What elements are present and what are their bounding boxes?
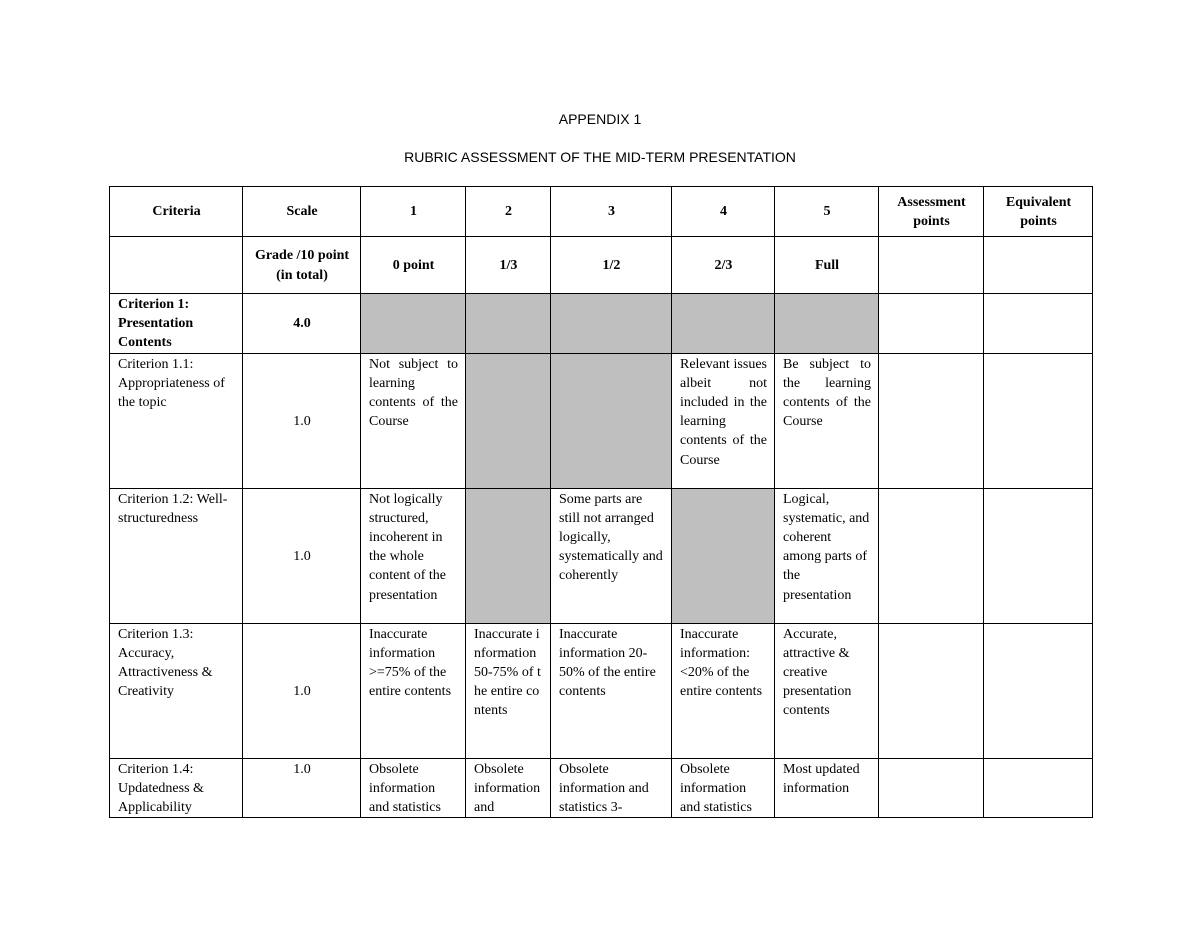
equivalent-points-cell[interactable] [984,488,1093,623]
level-3-cell: Obsolete information and statistics 3- [551,758,672,818]
level-4-cell: Relevant issues albeit not included in the learning contents of the Course [672,353,775,488]
scale-value-cell: 4.0 [243,294,361,354]
criterion-cell: Criterion 1.3: Accuracy, Attractiveness & Creativity [110,623,243,758]
shaded-cell [466,488,551,623]
scale-cell-grade: Grade /10 point (in total) [243,237,361,294]
scale-value-cell: 1.0 [243,623,361,758]
level-1-cell: Not subject to learning contents of the Course [361,353,466,488]
shaded-cell [672,488,775,623]
scale-cell-level-4: 2/3 [672,237,775,294]
table-row [110,294,1093,354]
table-row [110,353,1093,488]
shaded-cell [672,294,775,354]
table-row [110,488,1093,623]
level-2-cell: Inaccurate information 50-75% of the entire contents [466,623,551,758]
criterion-cell: Criterion 1.1: Appropriateness of the topic [110,353,243,488]
equivalent-points-cell[interactable] [984,353,1093,488]
assessment-points-cell[interactable] [879,353,984,488]
criterion-cell: Criterion 1.2: Well-structuredness [110,488,243,623]
assessment-points-cell[interactable] [879,623,984,758]
assessment-points-cell[interactable] [879,488,984,623]
header-cell-level-3: 3 [551,187,672,237]
equivalent-points-cell[interactable] [984,623,1093,758]
shaded-cell [466,353,551,488]
assessment-points-cell[interactable] [879,758,984,818]
level-5-cell: Most updated information [775,758,879,818]
level-4-cell: Inaccurate information: <20% of the entire contents [672,623,775,758]
level-1-cell: Obsolete information and statistics [361,758,466,818]
assessment-points-cell[interactable] [879,294,984,354]
header-cell-level-1: 1 [361,187,466,237]
scale-value-cell: 1.0 [243,353,361,488]
level-2-cell: Obsolete information and [466,758,551,818]
document-title: RUBRIC ASSESSMENT OF THE MID-TERM PRESENTATION [404,149,796,165]
appendix-heading: APPENDIX 1 [558,111,642,127]
level-3-cell: Inaccurate information 20-50% of the entire contents [551,623,672,758]
header-cell-assessment-points: Assessment points [879,187,984,237]
scale-cell-level-1: 0 point [361,237,466,294]
scale-row [110,237,1093,294]
level-4-cell: Obsolete information and statistics [672,758,775,818]
shaded-cell [361,294,466,354]
header-cell-level-4: 4 [672,187,775,237]
equivalent-points-cell[interactable] [984,294,1093,354]
equivalent-points-cell[interactable] [984,758,1093,818]
level-5-cell: Be subject to the learning contents of the Course [775,353,879,488]
shaded-cell [466,294,551,354]
shaded-cell [551,294,672,354]
header-cell-level-5: 5 [775,187,879,237]
level-5-cell: Logical, systematic, and coherent among parts of the presentation [775,488,879,623]
scale-value-cell: 1.0 [243,758,361,818]
scale-cell-level-3: 1/2 [551,237,672,294]
header-cell-criteria: Criteria [110,187,243,237]
shaded-cell [551,353,672,488]
header-cell-equivalent-points: Equivalent points [984,187,1093,237]
scale-value-cell: 1.0 [243,488,361,623]
header-row [110,187,1093,237]
level-5-cell: Accurate, attractive & creative presentation contents [775,623,879,758]
header-cell-scale: Scale [243,187,361,237]
header-cell-level-2: 2 [466,187,551,237]
criterion-cell: Criterion 1.4: Updatedness & Applicability [110,758,243,818]
scale-cell-level-2: 1/3 [466,237,551,294]
scale-cell-criteria [110,237,243,294]
level-1-cell: Not logically structured, incoherent in the whole content of the presentation [361,488,466,623]
rubric-table [109,186,1093,818]
scale-cell-equivalent [984,237,1093,294]
level-3-cell: Some parts are still not arranged logically, systematically and coherently [551,488,672,623]
table-row [110,758,1093,818]
scale-cell-level-5: Full [775,237,879,294]
shaded-cell [775,294,879,354]
level-1-cell: Inaccurate information >=75% of the entire contents [361,623,466,758]
criterion-cell: Criterion 1: Presentation Contents [110,294,243,354]
scale-cell-assessment [879,237,984,294]
table-row [110,623,1093,758]
